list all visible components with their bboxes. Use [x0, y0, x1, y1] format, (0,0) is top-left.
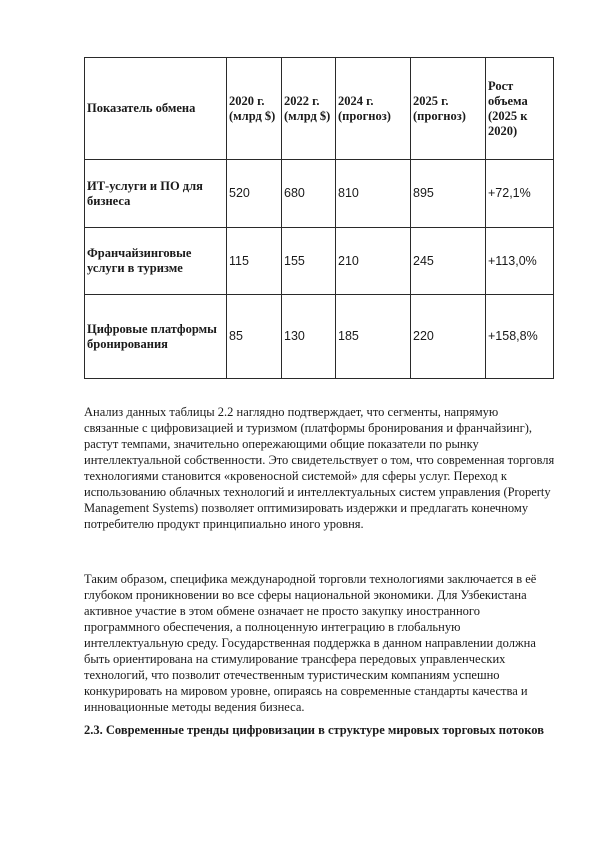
cell-2022: 680	[282, 160, 336, 228]
cell-growth: +72,1%	[486, 160, 554, 228]
cell-2022: 155	[282, 228, 336, 295]
header-cell-2020: 2020 г. (млрд $)	[227, 58, 282, 160]
header-cell-2024: 2024 г. (прогноз)	[336, 58, 411, 160]
cell-growth: +158,8%	[486, 295, 554, 379]
header-cell-growth: Рост объема (2025 к 2020)	[486, 58, 554, 160]
cell-2020: 520	[227, 160, 282, 228]
cell-2020: 115	[227, 228, 282, 295]
cell-2024: 210	[336, 228, 411, 295]
table-row	[85, 295, 554, 379]
table-row	[85, 228, 554, 295]
row-label: Франчайзинговые услуги в туризме	[85, 228, 227, 295]
row-label: ИТ-услуги и ПО для бизнеса	[85, 160, 227, 228]
conclusion-paragraph: Таким образом, специфика международной торговли технологиями заключается в её глубоком проникновении во все сферы национальной экономики. Для Узбекистана активное участие в этом обмене означает не просто закупку иностранного программного обеспечения, а полноценную интеграцию в глобальную интеллектуальную среду. Государственная поддержка в данном направлении должна быть ориентирована на стимулирование трансфера передовых управленческих технологий, что позволит отечественным туристическим компаниям успешно конкурировать на мировом уровне, опираясь на современные стандарты качества и инновационные методы ведения бизнеса.	[84, 572, 537, 714]
cell-2024: 810	[336, 160, 411, 228]
row-label: Цифровые платформы бронирования	[85, 295, 227, 379]
exchange-indicators-table	[84, 57, 554, 379]
cell-2025: 245	[411, 228, 486, 295]
table-row	[85, 160, 554, 228]
cell-2025: 895	[411, 160, 486, 228]
header-cell-2022: 2022 г. (млрд $)	[282, 58, 336, 160]
header-cell-indicator: Показатель обмена	[85, 58, 227, 160]
cell-2024: 185	[336, 295, 411, 379]
header-cell-2025: 2025 г. (прогноз)	[411, 58, 486, 160]
cell-2025: 220	[411, 295, 486, 379]
cell-2020: 85	[227, 295, 282, 379]
analysis-paragraph: Анализ данных таблицы 2.2 наглядно подтверждает, что сегменты, напрямую связанные с цифровизацией и туризмом (платформы бронирования и франчайзинг), растут темпами, значительно опережающими общие показатели по рынку интеллектуальной собственности. Это свидетельствует о том, что современная торговля технологиями становится «кровеносной системой» для сферы услуг. Переход к использованию облачных технологий и интеллектуальных систем управления (Property Management Systems) позволяет оптимизировать издержки и предлагать конечному потребителю продукт принципиально иного уровня.	[84, 405, 555, 531]
table-header-row	[85, 58, 554, 160]
cell-2022: 130	[282, 295, 336, 379]
cell-growth: +113,0%	[486, 228, 554, 295]
section-heading: 2.3. Современные тренды цифровизации в структуре мировых торговых потоков	[84, 723, 544, 737]
